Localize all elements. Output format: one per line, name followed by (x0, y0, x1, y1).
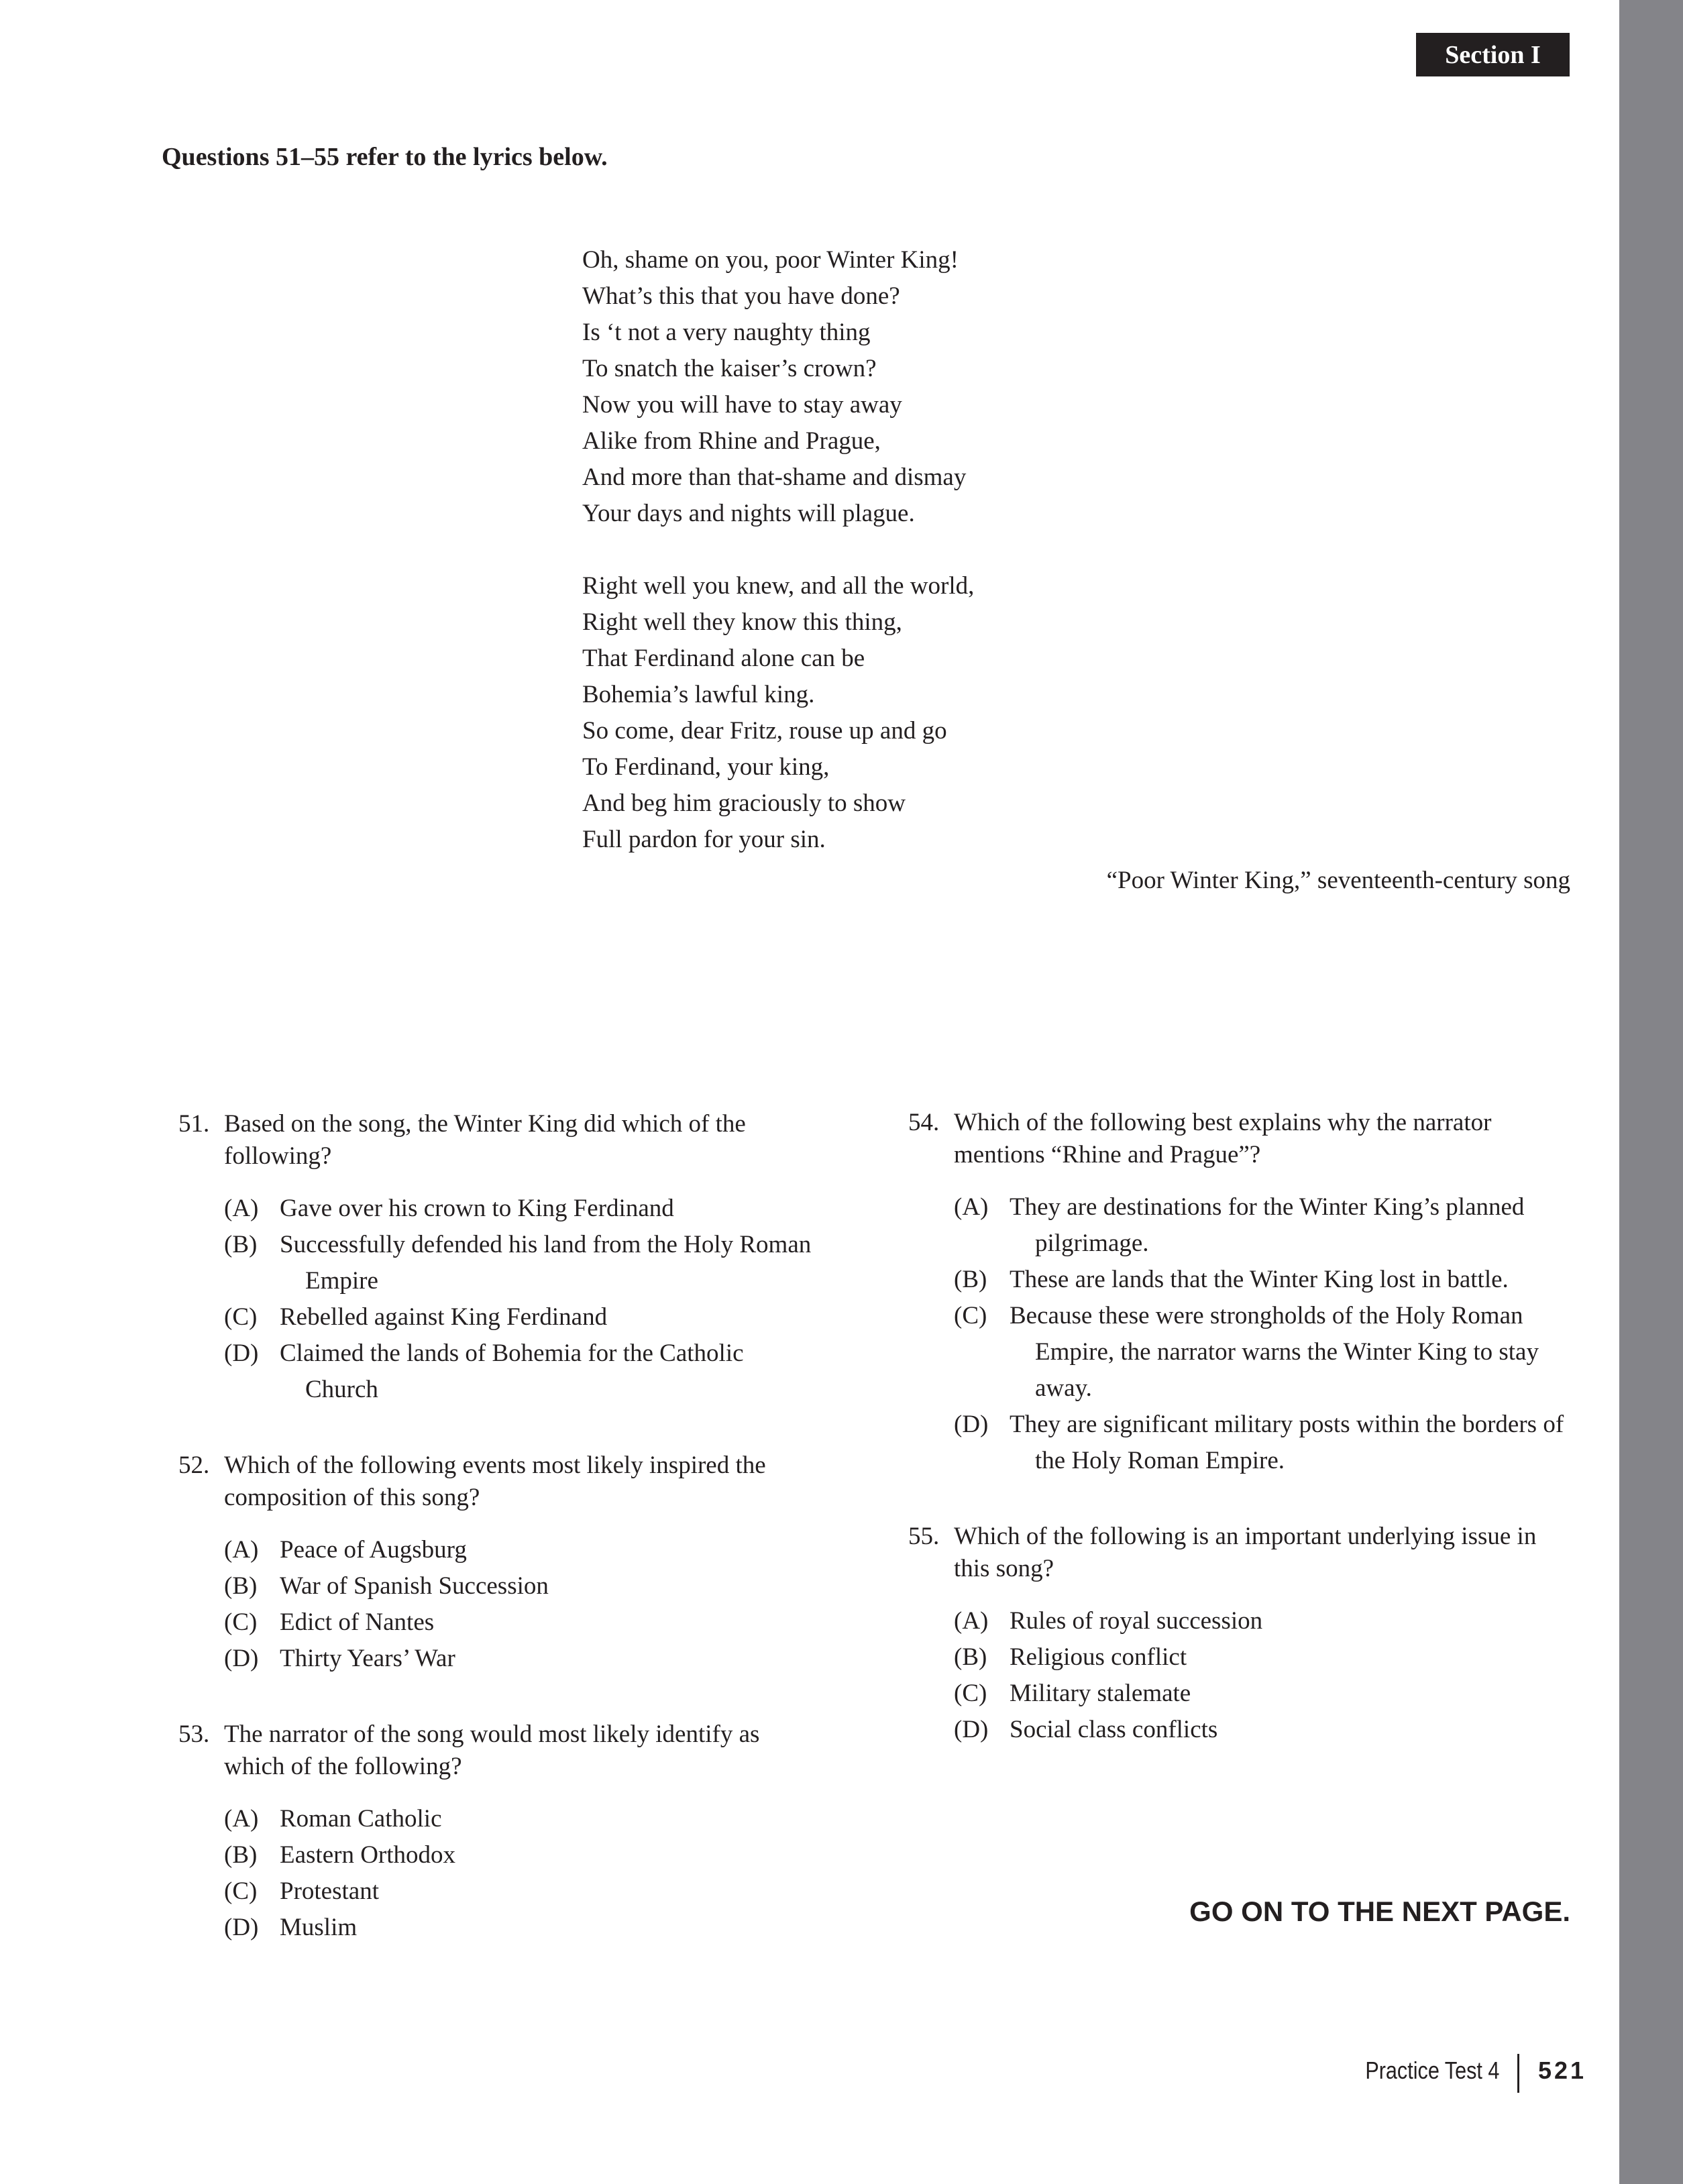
question-51 (178, 1108, 822, 1408)
answer-choices (954, 1189, 1572, 1479)
question-stem: Which of the following events most likely inspired the composition of this song? (224, 1452, 766, 1511)
poem-line: Bohemia’s lawful king. (582, 681, 815, 708)
answer-choices (954, 1603, 1572, 1748)
answer-choice[interactable] (954, 1407, 1572, 1479)
poem-line: What’s this that you have done? (582, 282, 900, 310)
choice-text: Protestant (280, 1877, 379, 1905)
choice-label: (A) (954, 1607, 989, 1635)
answer-choice[interactable] (224, 1910, 822, 1946)
poem-line: And more than that-shame and dismay (582, 463, 967, 491)
choice-text: Gave over his crown to King Ferdinand (280, 1195, 674, 1222)
questions-left-column (178, 1108, 822, 1987)
choice-label: (B) (224, 1231, 258, 1258)
footer-title: Practice Test 4 (1364, 2057, 1499, 2084)
choice-label: (D) (954, 1716, 989, 1743)
choice-text: Peace of Augsburg (280, 1536, 467, 1564)
answer-choice[interactable] (224, 1568, 822, 1604)
choice-label: (B) (954, 1266, 987, 1293)
answer-choice[interactable] (954, 1189, 1572, 1262)
poem-line: To Ferdinand, your king, (582, 753, 830, 781)
answer-choice[interactable] (224, 1641, 822, 1677)
answer-choice[interactable] (224, 1801, 822, 1837)
poem-line: That Ferdinand alone can be (582, 645, 865, 672)
poem-line: Is ‘t not a very naughty thing (582, 319, 871, 346)
question-stem: The narrator of the song would most likely identify as which of the following? (224, 1721, 760, 1780)
question-stem: Based on the song, the Winter King did which of the following? (224, 1110, 746, 1170)
question-54 (908, 1107, 1572, 1479)
poem-line: Your days and nights will plague. (582, 500, 915, 527)
question-number: 53. (178, 1721, 210, 1748)
choice-text: Successfully defended his land from the Holy Roman Empire (280, 1231, 812, 1295)
poem-line: Alike from Rhine and Prague, (582, 427, 881, 455)
choice-text: Military stalemate (1010, 1680, 1191, 1707)
answer-choice[interactable] (954, 1712, 1572, 1748)
choice-label: (A) (224, 1195, 259, 1222)
poem-line: Oh, shame on you, poor Winter King! (582, 246, 959, 274)
choice-text: They are destinations for the Winter King’s planned pilgrimage. (1010, 1193, 1525, 1257)
question-stem: Which of the following best explains why the narrator mentions “Rhine and Prague”? (954, 1109, 1492, 1168)
question-52 (178, 1450, 822, 1677)
choice-text: Social class conflicts (1010, 1716, 1218, 1743)
poem-attribution: “Poor Winter King,” seventeenth-century song (1106, 867, 1570, 894)
choice-label: (D) (224, 1914, 259, 1941)
choice-label: (D) (224, 1645, 259, 1672)
questions-intro: Questions 51–55 refer to the lyrics below. (162, 143, 608, 171)
choice-label: (C) (954, 1680, 987, 1707)
go-on-notice: GO ON TO THE NEXT PAGE. (1189, 1896, 1570, 1927)
choice-label: (C) (954, 1302, 987, 1329)
footer-divider (1517, 2054, 1519, 2093)
question-stem: Which of the following is an important underlying issue in this song? (954, 1523, 1537, 1582)
choice-label: (A) (224, 1536, 259, 1564)
answer-choice[interactable] (224, 1299, 822, 1335)
answer-choices (224, 1532, 822, 1677)
choice-label: (C) (224, 1608, 258, 1636)
poem-line: Now you will have to stay away (582, 391, 902, 419)
poem-line: Full pardon for your sin. (582, 826, 826, 853)
page-footer (1274, 2054, 1587, 2087)
choice-label: (A) (224, 1805, 259, 1833)
answer-choice[interactable] (224, 1532, 822, 1568)
answer-choice[interactable] (224, 1227, 822, 1299)
answer-choices (224, 1191, 822, 1408)
question-number: 54. (908, 1109, 940, 1136)
page-edge-tab (1619, 0, 1683, 2184)
choice-text: Edict of Nantes (280, 1608, 435, 1636)
choice-label: (B) (224, 1572, 258, 1600)
answer-choices (224, 1801, 822, 1946)
poem-stanza-1 (582, 242, 974, 532)
question-53 (178, 1718, 822, 1946)
answer-choice[interactable] (224, 1335, 822, 1408)
answer-choice[interactable] (954, 1262, 1572, 1298)
choice-text: Thirty Years’ War (280, 1645, 455, 1672)
poem-line: So come, dear Fritz, rouse up and go (582, 717, 947, 745)
question-55 (908, 1521, 1572, 1748)
poem-line: And beg him graciously to show (582, 789, 906, 817)
choice-text: Rules of royal succession (1010, 1607, 1263, 1635)
choice-text: War of Spanish Succession (280, 1572, 549, 1600)
poem-lyrics (582, 242, 974, 858)
choice-text: Because these were strongholds of the Holy Roman Empire, the narrator warns the Winter King to stay away. (1010, 1302, 1539, 1402)
answer-choice[interactable] (224, 1837, 822, 1873)
poem-line: Right well they know this thing, (582, 608, 902, 636)
choice-text: Religious conflict (1010, 1643, 1187, 1671)
poem-line: Right well you knew, and all the world, (582, 572, 975, 600)
choice-label: (C) (224, 1877, 258, 1905)
answer-choice[interactable] (224, 1191, 822, 1227)
choice-text: Rebelled against King Ferdinand (280, 1303, 608, 1331)
choice-label: (A) (954, 1193, 989, 1221)
question-number: 51. (178, 1110, 210, 1138)
page-number: 521 (1538, 2057, 1587, 2084)
choice-label: (D) (224, 1340, 259, 1367)
choice-text: They are significant military posts within the borders of the Holy Roman Empire. (1010, 1411, 1564, 1474)
question-number: 55. (908, 1523, 940, 1550)
choice-label: (C) (224, 1303, 258, 1331)
answer-choice[interactable] (224, 1604, 822, 1641)
answer-choice[interactable] (954, 1298, 1572, 1407)
choice-text: Roman Catholic (280, 1805, 442, 1833)
choice-text: These are lands that the Winter King lost in battle. (1010, 1266, 1509, 1293)
choice-label: (D) (954, 1411, 989, 1438)
choice-text: Muslim (280, 1914, 358, 1941)
answer-choice[interactable] (224, 1873, 822, 1910)
choice-text: Claimed the lands of Bohemia for the Catholic Church (280, 1340, 744, 1403)
choice-text: Eastern Orthodox (280, 1841, 456, 1869)
poem-stanza-2 (582, 568, 974, 858)
questions-right-column (908, 1107, 1572, 1790)
choice-label: (B) (224, 1841, 258, 1869)
section-label: Section I (1416, 33, 1570, 76)
poem-line: To snatch the kaiser’s crown? (582, 355, 877, 382)
choice-label: (B) (954, 1643, 987, 1671)
answer-choice[interactable] (954, 1603, 1572, 1639)
answer-choice[interactable] (954, 1639, 1572, 1676)
answer-choice[interactable] (954, 1676, 1572, 1712)
question-number: 52. (178, 1452, 210, 1479)
